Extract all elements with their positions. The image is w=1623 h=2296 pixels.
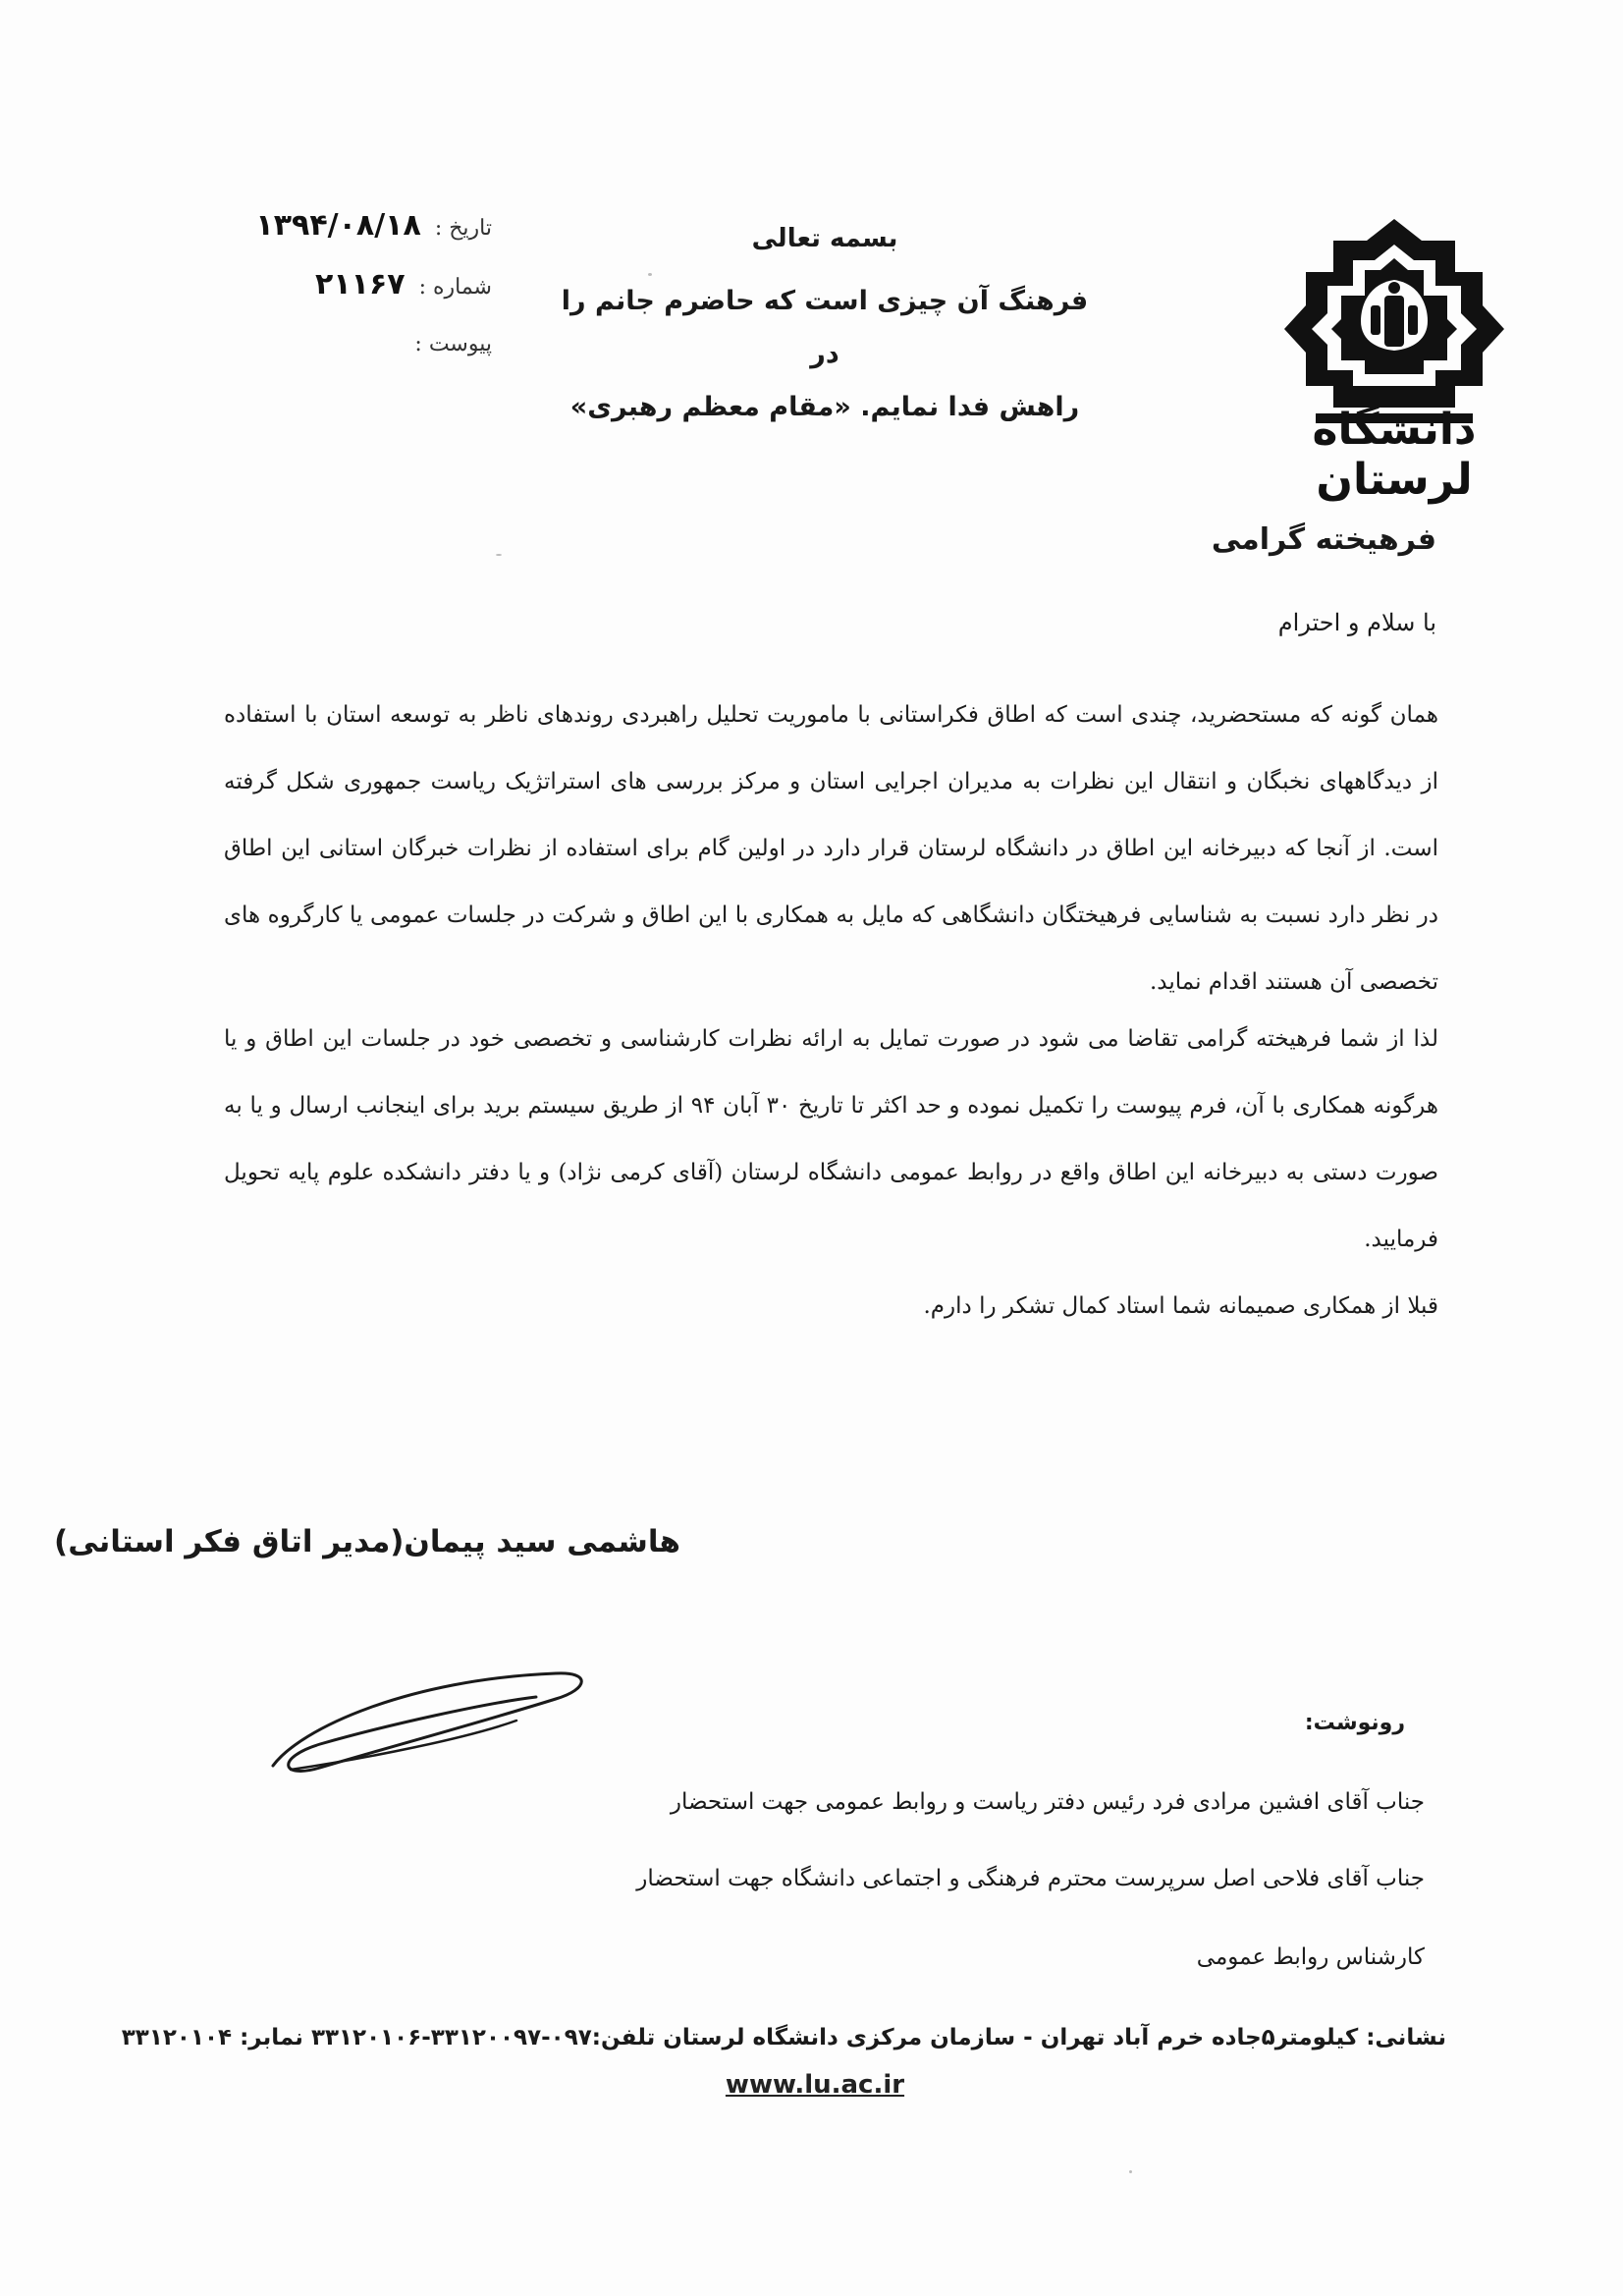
scan-speck [1129, 2170, 1132, 2173]
university-name: دانشگاه لرستان [1312, 405, 1477, 505]
footer-address: نشانی: کیلومتر۵جاده خرم آباد تهران - سازمان مرکزی دانشگاه لرستان تلفن:۰۹۷-۳۳۱۲۰۰۹۷-۳۳۱۲۰۱۰۶ نمابر: ۳۳۱۲۰۱۰۴ [121, 2025, 1446, 2050]
attachment-row [414, 332, 492, 356]
body-paragraph-3: قبلا از همکاری صمیمانه شما استاد کمال تشکر را دارم. [923, 1293, 1438, 1319]
cc-title: رونوشت: [1304, 1711, 1405, 1735]
scan-speck [648, 273, 652, 276]
basmala: بسمه تعالی [751, 224, 898, 253]
cc-item: جناب آقای فلاحی اصل سرپرست محترم فرهنگی و اجتماعی دانشگاه جهت استحضار [636, 1866, 1425, 1891]
date-row [255, 208, 492, 243]
number-label: شماره : [418, 275, 492, 300]
salutation: فرهیخته گرامی [1211, 522, 1436, 557]
header-quote [550, 224, 1100, 434]
body-paragraph-2: لذا از شما فرهیخته گرامی تقاضا می شود در صورت تمایل به ارائه نظرات کارشناسی و تخصصی خود در جلسات این اطاق و یا هرگونه همکاری با آن، فرم پیوست را تکمیل نموده و حد اکثر تا تاریخ ۳۰ آبان ۹۴ از طریق سیستم برید برای اینجانب ارسال و یا به صورت دستی به دبیرخانه این اطاق واقع در روابط عمومی دانشگاه لرستان (آقای کرمی نژاد) و یا دفتر دانشکده علوم پایه تحویل فرمایید. [224, 1026, 1438, 1252]
handwritten-signature-icon [261, 1660, 595, 1787]
number-row [315, 267, 492, 301]
quote-line-2: راهش فدا نمایم. «مقام معظم رهبری» [569, 392, 1080, 422]
scan-speck [496, 554, 502, 556]
quote-line-1: فرهنگ آن چیزی است که حاضرم جانم را در [561, 286, 1089, 369]
date-label: تاریخ : [434, 216, 492, 241]
cc-item: کارشناس روابط عمومی [1196, 1944, 1425, 1970]
signatory-name: هاشمی سید پیمان(مدیر اتاق فکر استانی) [54, 1524, 680, 1559]
greeting: با سلام و احترام [1277, 609, 1436, 636]
number-value: ۲۱۱۶۷ [315, 267, 406, 301]
body-paragraph-1: همان گونه که مستحضرید، چندی است که اطاق فکراستانی با ماموریت تحلیل راهبردی روندهای ناظر به توسعه استان با استفاده از دیدگاههای نخبگان و انتقال این نظرات به مدیران اجرایی استان و مرکز بررسی های استراتژیک ریاست جمهوری شکل گرفته است. از آنجا که دبیرخانه این اطاق در دانشگاه لرستان قرار دارد در اولین گام برای استفاده از نظرات خبرگان استانی این اطاق در نظر دارد نسبت به شناسایی فرهیختگان دانشگاهی که مایل به همکاری با این اطاق و شرکت در جلسات عمومی یا کارگروه های تخصصی آن هستند اقدام نماید. [224, 702, 1438, 995]
cc-item: جناب آقای افشین مرادی فرد رئیس دفتر ریاست و روابط عمومی جهت استحضار [670, 1789, 1425, 1815]
date-value: ۱۳۹۴/۰۸/۱۸ [255, 208, 421, 243]
attachment-label: پیوست : [414, 332, 492, 356]
footer-website-link[interactable]: www.lu.ac.ir [725, 2070, 905, 2100]
